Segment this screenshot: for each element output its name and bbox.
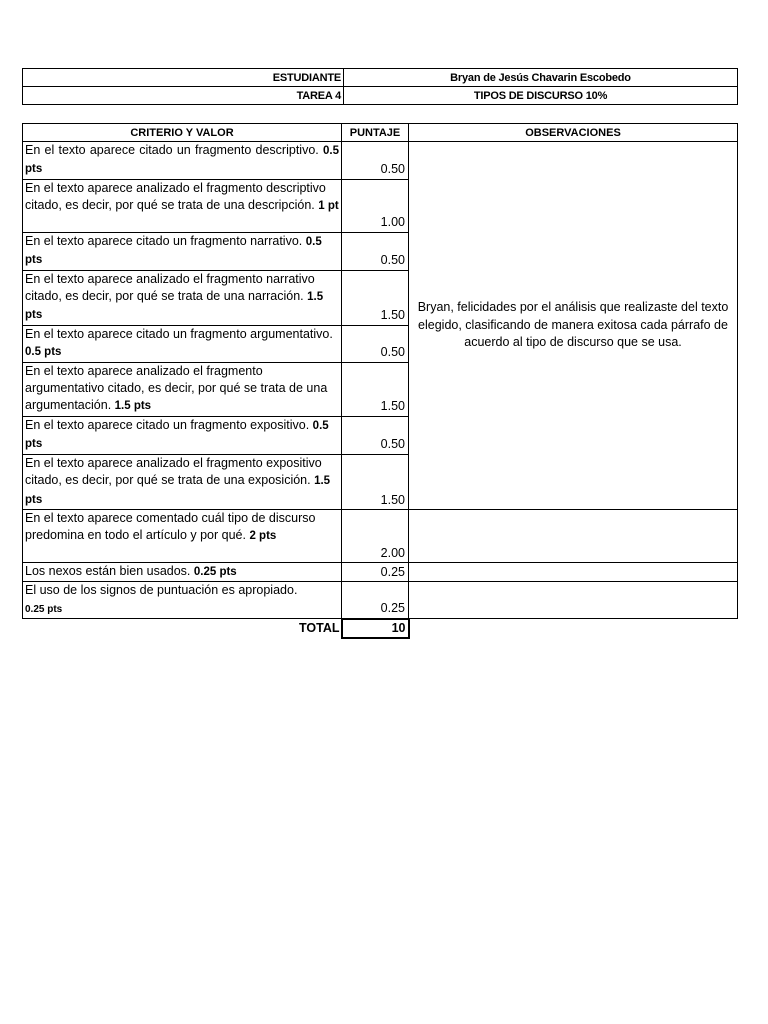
criterion-points: 1 pt [318, 200, 339, 213]
table-row [23, 582, 738, 619]
score-cell: 1.50 [342, 270, 409, 325]
score-cell: 0.50 [342, 142, 409, 180]
criterion-cell [23, 232, 342, 270]
criterion-cell [23, 562, 342, 581]
criterion-points: 1.5 pts [114, 400, 152, 413]
task-label: TAREA 4 [23, 87, 344, 105]
criterion-points: 0.25 pts [25, 603, 63, 615]
criterion-text: En el texto aparece analizado el fragmento expositivo citado, es decir, por qué se trata de una exposición. [25, 455, 322, 488]
criterion-cell [23, 454, 342, 509]
column-header-criteria: CRITERIO Y VALOR [23, 124, 342, 142]
score-cell: 1.00 [342, 179, 409, 232]
total-row [23, 619, 738, 638]
observation-cell: Bryan, felicidades por el análisis que realizaste del texto elegido, clasificando de manera exitosa cada párrafo de acuerdo al tipo de discurso que se usa. [409, 142, 738, 510]
criterion-cell [23, 509, 342, 562]
score-cell: 0.50 [342, 232, 409, 270]
total-empty-cell [409, 619, 738, 638]
criterion-cell [23, 270, 342, 325]
total-value: 10 [342, 619, 409, 638]
criterion-points: 0.5 pts [25, 346, 62, 359]
score-cell: 1.50 [342, 454, 409, 509]
observation-empty-cell [409, 562, 738, 581]
criterion-text: En el texto aparece citado un fragmento narrativo. [25, 233, 306, 248]
score-cell: 0.25 [342, 582, 409, 619]
table-row [23, 509, 738, 562]
criterion-text: En el texto aparece analizado el fragmento descriptivo citado, es decir, por qué se trata de una descripción. [25, 180, 326, 213]
criterion-cell [23, 582, 342, 619]
criterion-points: 1.5 pts [25, 475, 331, 506]
score-cell: 2.00 [342, 509, 409, 562]
observation-empty-cell [409, 582, 738, 619]
criterion-text: En el texto aparece citado un fragmento descriptivo. [25, 143, 323, 157]
score-cell: 1.50 [342, 362, 409, 416]
task-title: TIPOS DE DISCURSO 10% [344, 87, 738, 105]
student-label: ESTUDIANTE [23, 69, 344, 87]
criterion-text: Los nexos están bien usados. [25, 563, 194, 578]
criterion-text: El uso de los signos de puntuación es apropiado. [25, 583, 298, 598]
score-cell: 0.25 [342, 562, 409, 581]
criterion-cell [23, 179, 342, 232]
criterion-cell [23, 325, 342, 362]
table-row [23, 142, 738, 180]
rubric-header-row [23, 124, 738, 142]
criterion-points: 0.25 pts [193, 565, 237, 578]
column-header-score: PUNTAJE [342, 124, 409, 142]
criterion-text: En el texto aparece citado un fragmento expositivo. [25, 417, 313, 432]
criterion-cell [23, 362, 342, 416]
score-cell: 0.50 [342, 416, 409, 454]
criterion-text: En el texto aparece analizado el fragmento argumentativo citado, es decir, por qué se trata de una argumentación. [25, 363, 328, 413]
table-row [23, 562, 738, 581]
criterion-points: 1.5 pts [25, 291, 324, 322]
observation-empty-cell [409, 509, 738, 562]
criterion-text: En el texto aparece comentado cuál tipo de discurso predomina en todo el artículo y por qué. [25, 510, 316, 543]
criterion-text: En el texto aparece analizado el fragmento narrativo citado, es decir, por qué se trata de una narración. [25, 271, 315, 304]
task-row [23, 87, 738, 105]
column-header-observations: OBSERVACIONES [409, 124, 738, 142]
criterion-cell [23, 142, 342, 180]
criterion-points: 0.5 pts [25, 235, 322, 267]
criterion-text: En el texto aparece citado un fragmento argumentativo. [25, 326, 333, 341]
student-name: Bryan de Jesús Chavarin Escobedo [344, 69, 738, 87]
rubric-table [22, 123, 738, 639]
criterion-points: 2 pts [249, 530, 277, 543]
criterion-cell [23, 416, 342, 454]
total-label: TOTAL [298, 620, 340, 635]
score-cell: 0.50 [342, 325, 409, 362]
criterion-points: 0.5 pts [25, 145, 339, 176]
student-header-table [22, 68, 738, 105]
criterion-points: 0.5 pts [25, 419, 329, 451]
student-row [23, 69, 738, 87]
